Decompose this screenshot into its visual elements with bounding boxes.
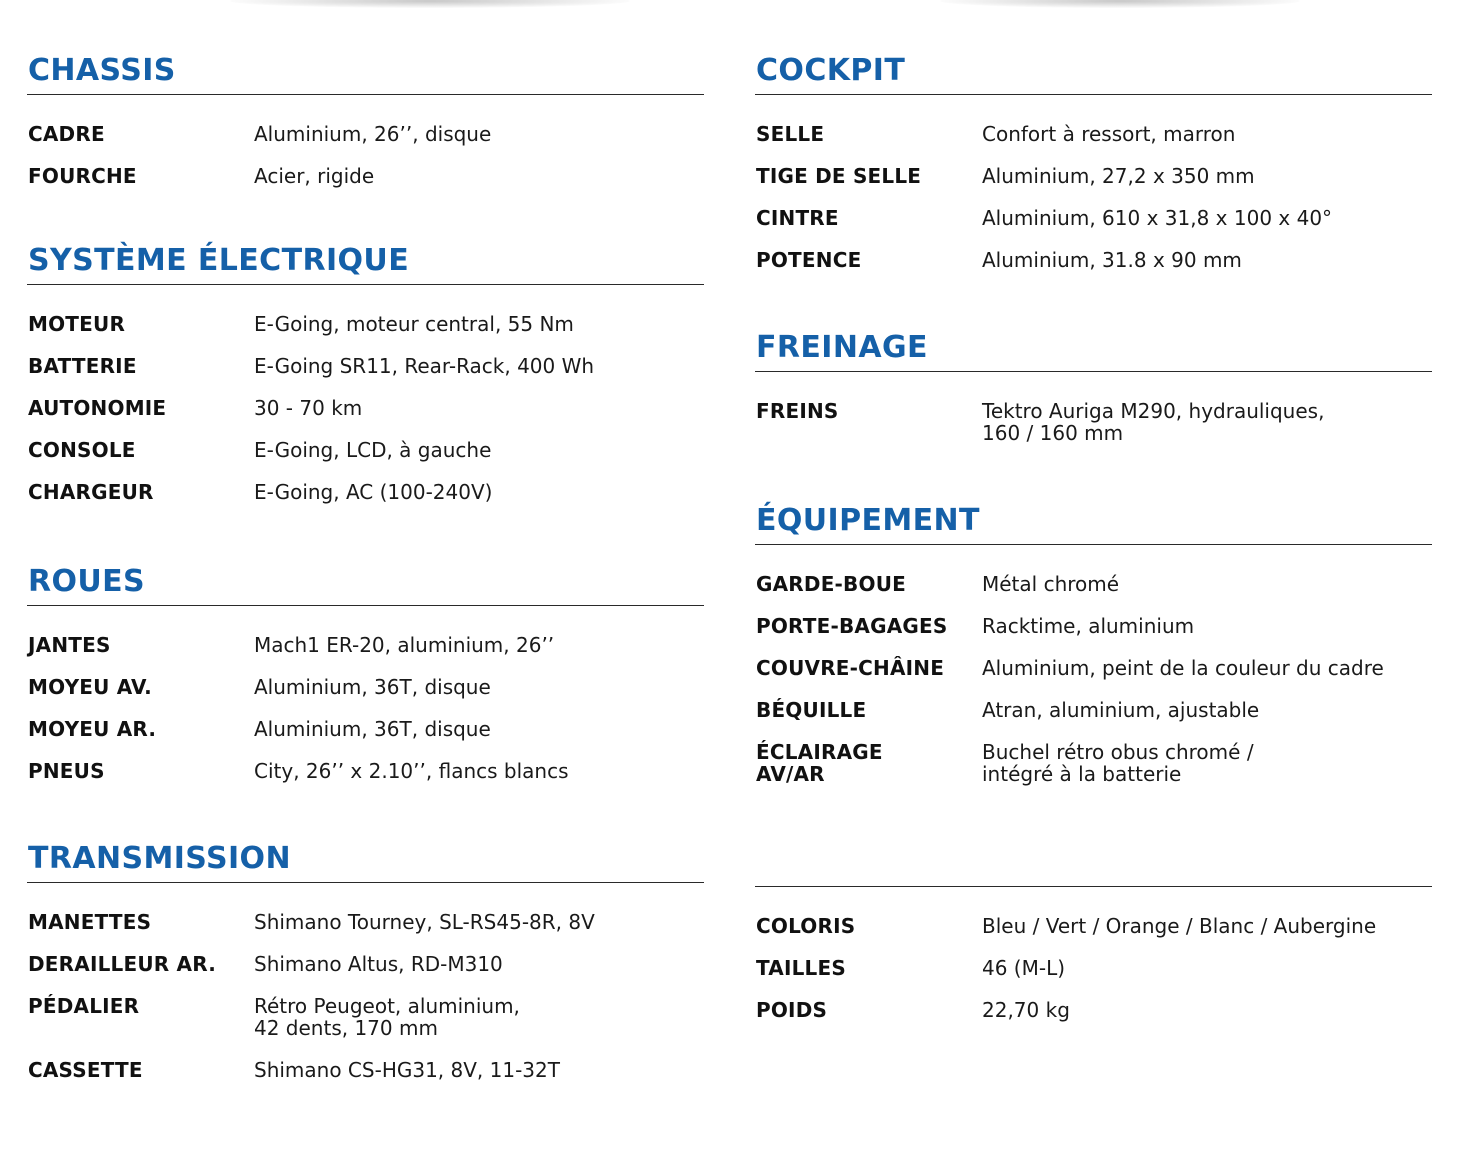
section-divider xyxy=(755,544,1432,545)
spec-list xyxy=(755,915,1432,1021)
section-divider xyxy=(755,94,1432,95)
section-divider xyxy=(755,886,1432,887)
spec-row-cintre xyxy=(755,207,1432,229)
spec-value: Aluminium, 27,2 x 350 mm xyxy=(982,164,1255,188)
spec-value-line: Rétro Peugeot, aluminium, xyxy=(254,994,520,1018)
spec-label: BÉQUILLE xyxy=(756,698,867,722)
spec-label: TIGE DE SELLE xyxy=(756,164,922,188)
spec-list xyxy=(27,123,704,187)
section-divider xyxy=(755,371,1432,372)
spec-label: PORTE-BAGAGES xyxy=(756,614,948,638)
spec-label: CHARGEUR xyxy=(28,480,154,504)
spec-label: CONSOLE xyxy=(28,438,136,462)
spec-label: SELLE xyxy=(756,122,825,146)
section-systeme-electrique xyxy=(27,240,704,523)
spec-value: 22,70 kg xyxy=(982,998,1070,1022)
section-divider xyxy=(27,605,704,606)
spec-row-derailleur-ar xyxy=(27,953,704,975)
spec-row-manettes xyxy=(27,911,704,933)
top-shadow-decoration xyxy=(940,0,1300,8)
spec-row-garde-boue xyxy=(755,573,1432,595)
spec-row-cadre xyxy=(27,123,704,145)
spec-label: PÉDALIER xyxy=(28,994,140,1018)
spec-value: Shimano Altus, RD-M310 xyxy=(254,952,503,976)
spec-row-moyeu-av xyxy=(27,676,704,698)
section-title: ROUES xyxy=(28,564,146,599)
spec-label: POIDS xyxy=(756,998,828,1022)
spec-row-cassette xyxy=(27,1059,704,1081)
spec-row-fourche xyxy=(27,165,704,187)
spec-row-jantes xyxy=(27,634,704,656)
spec-value: Racktime, aluminium xyxy=(982,614,1195,638)
spec-row-selle xyxy=(755,123,1432,145)
spec-row-tailles xyxy=(755,957,1432,979)
spec-row-tige-de-selle xyxy=(755,165,1432,187)
section-roues xyxy=(27,561,704,802)
spec-value xyxy=(982,400,1432,444)
spec-value: Aluminium, peint de la couleur du cadre xyxy=(982,656,1384,680)
top-shadow-decoration xyxy=(230,0,630,8)
spec-value: Shimano Tourney, SL-RS45-8R, 8V xyxy=(254,910,595,934)
spec-value-line: 160 / 160 mm xyxy=(982,421,1124,445)
section-transmission xyxy=(27,838,704,1101)
spec-row-porte-bagages xyxy=(755,615,1432,637)
section-cockpit xyxy=(755,50,1432,291)
spec-value: 30 - 70 km xyxy=(254,396,363,420)
spec-list xyxy=(27,313,704,503)
spec-value: Aluminium, 31.8 x 90 mm xyxy=(982,248,1242,272)
spec-row-moteur xyxy=(27,313,704,335)
spec-list xyxy=(755,400,1432,444)
spec-value-line: 42 dents, 170 mm xyxy=(254,1016,438,1040)
spec-label: CINTRE xyxy=(756,206,839,230)
spec-value-line: Buchel rétro obus chromé / xyxy=(982,740,1254,764)
spec-row-eclairage xyxy=(755,741,1432,785)
spec-label: GARDE-BOUE xyxy=(756,572,907,596)
spec-label: JANTES xyxy=(28,633,111,657)
spec-label-line: ÉCLAIRAGE xyxy=(756,740,883,764)
spec-label: COLORIS xyxy=(756,914,856,938)
spec-label: TAILLES xyxy=(756,956,846,980)
spec-row-bequille xyxy=(755,699,1432,721)
spec-row-coloris xyxy=(755,915,1432,937)
section-divider xyxy=(27,284,704,285)
spec-row-poids xyxy=(755,999,1432,1021)
spec-label: PNEUS xyxy=(28,759,105,783)
spec-label: COUVRE-CHÂINE xyxy=(756,656,945,680)
spec-value-line: Tektro Auriga M290, hydrauliques, xyxy=(982,399,1325,423)
spec-label: CADRE xyxy=(28,122,105,146)
spec-value xyxy=(254,995,704,1039)
spec-row-pneus xyxy=(27,760,704,782)
spec-row-moyeu-ar xyxy=(27,718,704,740)
spec-label: MOYEU AR. xyxy=(28,717,157,741)
spec-value: City, 26’’ x 2.10’’, flancs blancs xyxy=(254,759,569,783)
spec-value: Shimano CS-HG31, 8V, 11-32T xyxy=(254,1058,560,1082)
spec-list xyxy=(755,123,1432,271)
spec-value: E-Going SR11, Rear-Rack, 400 Wh xyxy=(254,354,595,378)
spec-value: E-Going, LCD, à gauche xyxy=(254,438,492,462)
spec-value: Aluminium, 26’’, disque xyxy=(254,122,492,146)
section-title: COCKPIT xyxy=(756,53,906,88)
section-divider xyxy=(27,882,704,883)
spec-row-autonomie xyxy=(27,397,704,419)
section-title: ÉQUIPEMENT xyxy=(756,503,980,538)
spec-value: E-Going, moteur central, 55 Nm xyxy=(254,312,574,336)
spec-row-chargeur xyxy=(27,481,704,503)
spec-row-potence xyxy=(755,249,1432,271)
spec-value: Aluminium, 610 x 31,8 x 100 x 40° xyxy=(982,206,1333,230)
section-title xyxy=(755,842,1432,884)
section-divider xyxy=(27,94,704,95)
spec-value: Métal chromé xyxy=(982,572,1120,596)
spec-row-batterie xyxy=(27,355,704,377)
spec-row-console xyxy=(27,439,704,461)
spec-value: Mach1 ER-20, aluminium, 26’’ xyxy=(254,633,555,657)
section-freinage xyxy=(755,327,1432,464)
section-title: CHASSIS xyxy=(28,53,176,88)
spec-value: Atran, aluminium, ajustable xyxy=(982,698,1260,722)
spec-label: FREINS xyxy=(756,399,839,423)
spec-label-line: AV/AR xyxy=(756,762,825,786)
spec-value: Acier, rigide xyxy=(254,164,375,188)
spec-value: Aluminium, 36T, disque xyxy=(254,717,491,741)
section-title: SYSTÈME ÉLECTRIQUE xyxy=(28,243,410,278)
spec-label: MOYEU AV. xyxy=(28,675,152,699)
spec-label: DERAILLEUR AR. xyxy=(28,952,216,976)
section-title: FREINAGE xyxy=(756,330,928,365)
section-chassis xyxy=(27,50,704,207)
spec-value: Aluminium, 36T, disque xyxy=(254,675,491,699)
spec-row-couvre-chaine xyxy=(755,657,1432,679)
spec-value: E-Going, AC (100-240V) xyxy=(254,480,493,504)
spec-label: POTENCE xyxy=(756,248,862,272)
spec-list xyxy=(27,911,704,1081)
spec-label: AUTONOMIE xyxy=(28,396,167,420)
spec-row-pedalier xyxy=(27,995,704,1039)
spec-value: 46 (M-L) xyxy=(982,956,1066,980)
spec-value xyxy=(982,741,1432,785)
spec-list xyxy=(27,634,704,782)
spec-label: MOTEUR xyxy=(28,312,126,336)
section-equipement xyxy=(755,500,1432,805)
section-title: TRANSMISSION xyxy=(28,841,291,876)
spec-row-freins xyxy=(755,400,1432,444)
spec-value: Confort à ressort, marron xyxy=(982,122,1236,146)
spec-label: FOURCHE xyxy=(28,164,137,188)
spec-value-line: intégré à la batterie xyxy=(982,762,1182,786)
section-general xyxy=(755,842,1432,1041)
spec-label: BATTERIE xyxy=(28,354,137,378)
spec-list xyxy=(755,573,1432,785)
spec-label: MANETTES xyxy=(28,910,152,934)
spec-value: Bleu / Vert / Orange / Blanc / Aubergine xyxy=(982,914,1377,938)
spec-label xyxy=(755,741,982,785)
spec-label: CASSETTE xyxy=(28,1058,143,1082)
